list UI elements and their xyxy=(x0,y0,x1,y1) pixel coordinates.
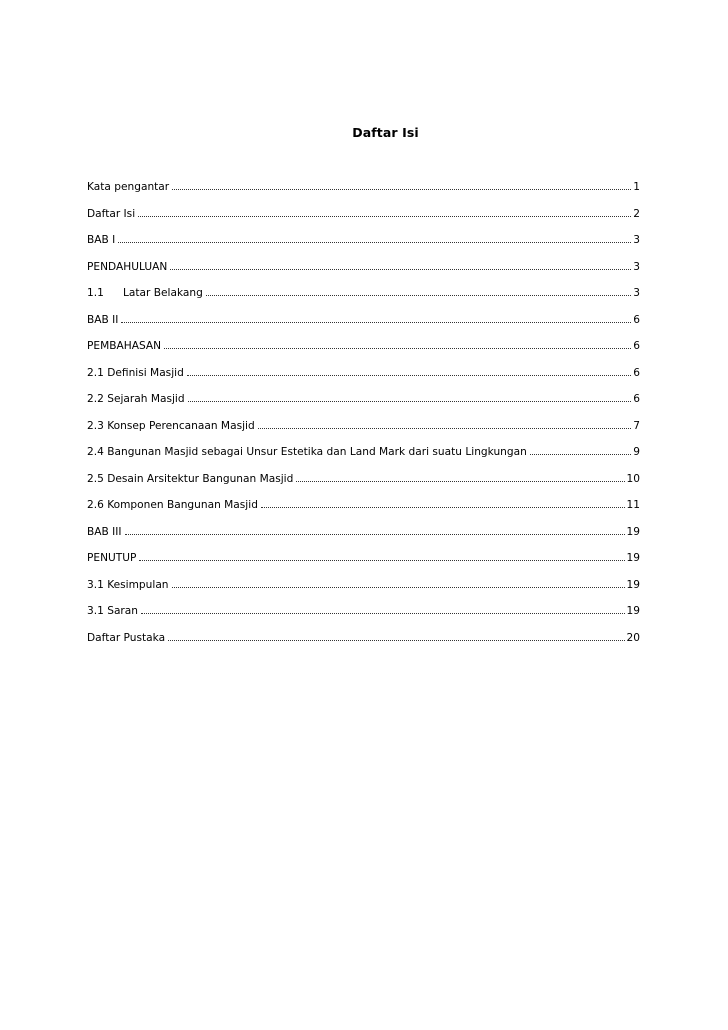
toc-entry-daftar-pustaka[interactable] xyxy=(87,629,640,656)
page-title: Daftar Isi xyxy=(352,125,419,140)
toc-entry-label: 2.6 Komponen Bangunan Masjid xyxy=(87,499,258,511)
toc-entry-label: 2.3 Konsep Perencanaan Masjid xyxy=(87,419,255,432)
toc-entry-label: Kata pengantar xyxy=(87,181,170,193)
toc-entry-bangunan-estetika[interactable] xyxy=(87,443,640,470)
toc-entry-page: 2 xyxy=(633,207,640,220)
toc-entry-label: 3.1 Kesimpulan xyxy=(87,578,169,591)
toc-entry-label: Daftar Pustaka xyxy=(87,631,166,644)
toc-entry-label: PENUTUP xyxy=(87,552,137,564)
toc-entry-label: PEMBAHASAN xyxy=(87,340,162,352)
toc-entry-page: 1 xyxy=(633,181,640,193)
dot-leader xyxy=(125,525,625,535)
dot-leader xyxy=(172,180,631,190)
toc-entry-page: 20 xyxy=(626,631,640,644)
toc-entry-label: 2.4 Bangunan Masjid sebagai Unsur Estetika dan Land Mark dari suatu Lingkungan xyxy=(87,446,527,458)
toc-entry-pembahasan[interactable] xyxy=(87,337,640,364)
toc-entry-bab-ii[interactable] xyxy=(87,311,640,338)
toc-entry-latar-belakang[interactable] xyxy=(87,284,640,311)
toc-entry-page: 3 xyxy=(633,260,640,273)
toc-entry-label-group xyxy=(87,284,204,302)
toc-entry-page: 11 xyxy=(626,499,640,511)
toc-entry-page: 3 xyxy=(633,234,640,246)
dot-leader xyxy=(530,445,631,455)
toc-entry-label: BAB III xyxy=(87,525,122,538)
toc-entry-page: 6 xyxy=(633,340,640,352)
dot-leader xyxy=(296,472,624,482)
toc-entry-definisi-masjid[interactable] xyxy=(87,364,640,391)
toc-entry-label: BAB I xyxy=(87,234,116,246)
dot-leader xyxy=(168,631,624,641)
dot-leader xyxy=(187,366,631,376)
toc-entry-label: 2.5 Desain Arsitektur Bangunan Masjid xyxy=(87,472,294,485)
dot-leader xyxy=(164,339,631,349)
toc-entry-pendahuluan[interactable] xyxy=(87,258,640,285)
toc-entry-kata-pengantar[interactable] xyxy=(87,178,640,205)
toc-entry-label: BAB II xyxy=(87,313,119,326)
toc-entry-penutup[interactable] xyxy=(87,549,640,576)
toc-entry-number: 1.1 xyxy=(87,287,104,299)
toc-entry-sejarah-masjid[interactable] xyxy=(87,390,640,417)
toc-entry-saran[interactable] xyxy=(87,602,640,629)
dot-leader xyxy=(261,498,625,508)
toc-entry-kesimpulan[interactable] xyxy=(87,576,640,603)
toc-entry-daftar-isi[interactable] xyxy=(87,205,640,232)
toc-entry-konsep-perencanaan[interactable] xyxy=(87,417,640,444)
toc-entry-desain-arsitektur[interactable] xyxy=(87,470,640,497)
dot-leader xyxy=(258,419,631,429)
toc-entry-page: 19 xyxy=(626,578,640,591)
dot-leader xyxy=(141,604,625,614)
toc-entry-page: 7 xyxy=(633,419,640,432)
dot-leader xyxy=(206,286,631,296)
dot-leader xyxy=(172,578,625,588)
toc-entry-page: 10 xyxy=(626,472,640,485)
toc-entry-page: 19 xyxy=(626,552,640,564)
toc-entry-label: 2.2 Sejarah Masjid xyxy=(87,393,185,405)
toc-entry-label: 3.1 Saran xyxy=(87,605,138,617)
toc-entry-komponen-bangunan[interactable] xyxy=(87,496,640,523)
toc-entry-page: 6 xyxy=(633,393,640,405)
toc-entry-bab-iii[interactable] xyxy=(87,523,640,550)
dot-leader xyxy=(139,551,624,561)
toc-entry-page: 3 xyxy=(633,287,640,299)
table-of-contents xyxy=(87,178,640,655)
toc-entry-page: 9 xyxy=(633,446,640,458)
toc-entry-label: 2.1 Definisi Masjid xyxy=(87,366,184,379)
dot-leader xyxy=(138,207,631,217)
dot-leader xyxy=(170,260,631,270)
toc-entry-label: Latar Belakang xyxy=(123,287,203,299)
toc-entry-bab-i[interactable] xyxy=(87,231,640,258)
toc-entry-page: 19 xyxy=(626,525,640,538)
toc-entry-page: 6 xyxy=(633,313,640,326)
toc-entry-label: PENDAHULUAN xyxy=(87,260,168,273)
dot-leader xyxy=(118,233,631,243)
toc-entry-page: 19 xyxy=(626,605,640,617)
toc-entry-label: Daftar Isi xyxy=(87,207,136,220)
toc-entry-page: 6 xyxy=(633,366,640,379)
dot-leader xyxy=(188,392,631,402)
dot-leader xyxy=(121,313,631,323)
